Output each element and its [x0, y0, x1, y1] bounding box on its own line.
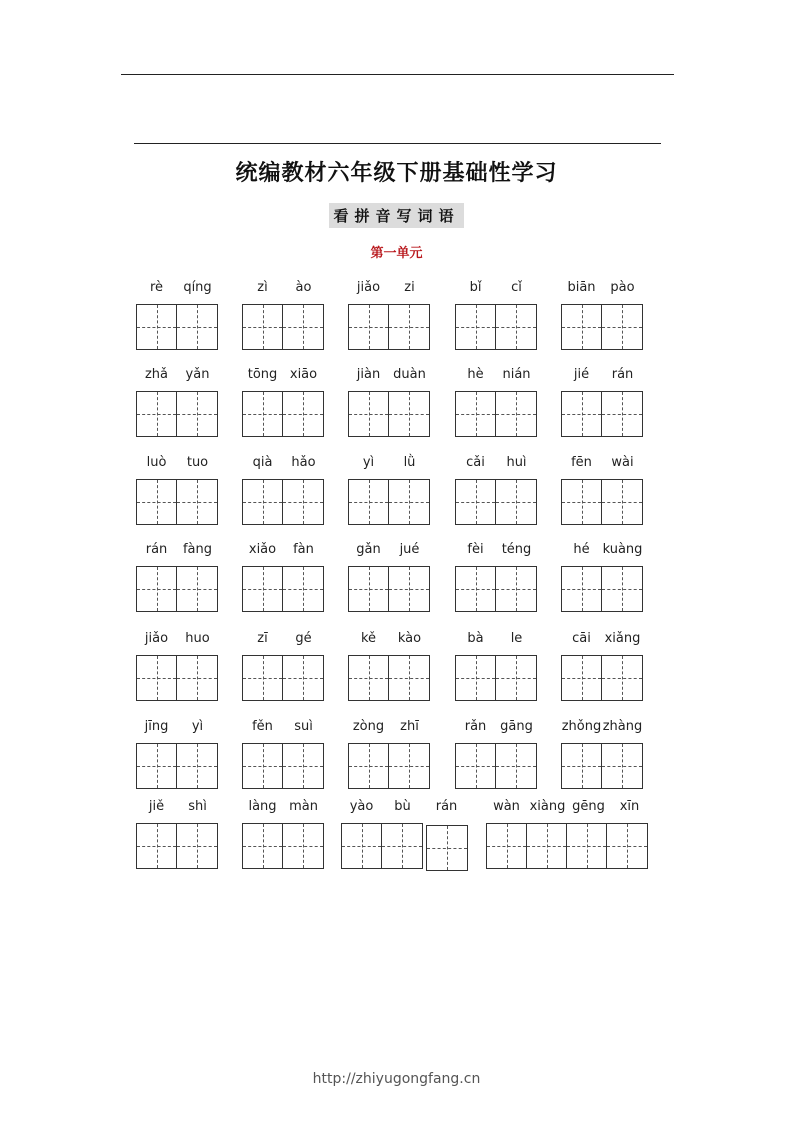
pinyin-line [242, 455, 324, 475]
tian-zi-ge-boxes[interactable] [242, 743, 324, 789]
pinyin-line [136, 799, 218, 819]
writing-cell[interactable] [137, 392, 177, 436]
pinyin-line [455, 280, 537, 300]
pinyin-syllable: fèi [467, 542, 484, 557]
pinyin-syllable: làng [248, 799, 277, 814]
writing-cell[interactable] [602, 744, 642, 788]
pinyin-syllable: jiě [148, 799, 165, 814]
pinyin-syllable: zhǒng [561, 719, 602, 734]
pinyin-syllable: fēn [571, 455, 592, 470]
writing-cell[interactable] [283, 744, 323, 788]
pinyin-syllable: le [510, 631, 523, 646]
writing-cell[interactable] [456, 392, 496, 436]
writing-cell[interactable] [283, 656, 323, 700]
writing-cell[interactable] [427, 826, 467, 870]
pinyin-syllable: wàn [493, 799, 520, 814]
tian-zi-ge-boxes[interactable] [348, 479, 430, 525]
tian-zi-ge-boxes[interactable] [242, 566, 324, 612]
writing-cell[interactable] [349, 567, 389, 611]
writing-cell[interactable] [349, 305, 389, 349]
pinyin-syllable: wài [611, 455, 634, 470]
writing-cell[interactable] [389, 656, 429, 700]
writing-cell[interactable] [602, 305, 642, 349]
pinyin-syllable: màn [289, 799, 318, 814]
tian-zi-ge-boxes[interactable] [455, 566, 537, 612]
writing-cell[interactable] [283, 480, 323, 524]
subtitle-wrap [0, 203, 793, 228]
pinyin-syllable: pào [610, 280, 635, 295]
tian-zi-ge-boxes[interactable] [348, 655, 430, 701]
tian-zi-ge-boxes[interactable] [242, 391, 324, 437]
writing-cell[interactable] [283, 824, 323, 868]
writing-cell[interactable] [349, 480, 389, 524]
writing-cell[interactable] [496, 392, 536, 436]
writing-cell[interactable] [487, 824, 527, 868]
tian-zi-ge-boxes[interactable] [426, 825, 468, 871]
pinyin-line [561, 631, 643, 651]
tian-zi-ge-boxes[interactable] [136, 823, 218, 869]
writing-cell[interactable] [456, 656, 496, 700]
pinyin-line [136, 367, 218, 387]
pinyin-syllable: cāi [572, 631, 591, 646]
pinyin-line [242, 280, 324, 300]
pinyin-line [242, 631, 324, 651]
tian-zi-ge-boxes[interactable] [242, 823, 324, 869]
pinyin-syllable: kào [397, 631, 422, 646]
pinyin-syllable: gé [295, 631, 312, 646]
writing-cell[interactable] [389, 305, 429, 349]
pinyin-line [136, 280, 218, 300]
pinyin-line [348, 631, 430, 651]
writing-cell[interactable] [496, 480, 536, 524]
pinyin-line [561, 542, 643, 562]
pinyin-line [348, 719, 430, 739]
pinyin-syllable: zhī [400, 719, 419, 734]
writing-cell[interactable] [137, 567, 177, 611]
tian-zi-ge-boxes[interactable] [242, 304, 324, 350]
writing-cell[interactable] [177, 567, 217, 611]
pinyin-syllable: fěn [252, 719, 273, 734]
writing-cell[interactable] [602, 656, 642, 700]
pinyin-line [455, 719, 537, 739]
pinyin-syllable: zhàng [602, 719, 643, 734]
writing-cell[interactable] [137, 305, 177, 349]
tian-zi-ge-boxes[interactable] [455, 391, 537, 437]
writing-cell[interactable] [243, 305, 283, 349]
tian-zi-ge-boxes[interactable] [136, 479, 218, 525]
writing-cell[interactable] [389, 480, 429, 524]
pinyin-syllable: zì [257, 280, 268, 295]
pinyin-syllable: shì [188, 799, 207, 814]
writing-cell[interactable] [602, 480, 642, 524]
writing-cell[interactable] [562, 656, 602, 700]
pinyin-syllable: bǐ [469, 280, 482, 295]
pinyin-syllable: rán [145, 542, 168, 557]
pinyin-line [486, 799, 650, 819]
pinyin-line [561, 455, 643, 475]
writing-cell[interactable] [177, 824, 217, 868]
pinyin-syllable: huo [185, 631, 210, 646]
pinyin-syllable: gēng [572, 799, 605, 814]
writing-cell[interactable] [137, 824, 177, 868]
pinyin-line [561, 367, 643, 387]
tian-zi-ge-boxes[interactable] [455, 479, 537, 525]
writing-cell[interactable] [562, 480, 602, 524]
writing-cell[interactable] [177, 392, 217, 436]
tian-zi-ge-boxes[interactable] [561, 566, 643, 612]
pinyin-syllable: jué [399, 542, 420, 557]
writing-cell[interactable] [562, 305, 602, 349]
pinyin-line [136, 719, 218, 739]
pinyin-syllable: gāng [500, 719, 533, 734]
pinyin-syllable: jiàn [356, 367, 381, 382]
pinyin-syllable: luò [146, 455, 167, 470]
writing-cell[interactable] [243, 656, 283, 700]
writing-cell[interactable] [342, 824, 382, 868]
tian-zi-ge-boxes[interactable] [348, 391, 430, 437]
writing-cell[interactable] [389, 392, 429, 436]
writing-cell[interactable] [283, 305, 323, 349]
footer-url: http://zhiyugongfang.cn [312, 1071, 481, 1087]
pinyin-line [561, 719, 643, 739]
writing-cell[interactable] [607, 824, 647, 868]
pinyin-syllable: hǎo [291, 455, 316, 470]
pinyin-line [455, 455, 537, 475]
pinyin-syllable: rè [149, 280, 164, 295]
writing-cell[interactable] [602, 567, 642, 611]
pinyin-syllable: xiǎo [248, 542, 277, 557]
writing-cell[interactable] [137, 656, 177, 700]
pinyin-line [341, 799, 423, 819]
pinyin-syllable: duàn [393, 367, 426, 382]
pinyin-syllable: xīn [619, 799, 640, 814]
pinyin-line [455, 367, 537, 387]
pinyin-syllable: rán [435, 799, 458, 814]
pinyin-syllable: zhǎ [144, 367, 169, 382]
pinyin-syllable: suì [294, 719, 313, 734]
pinyin-syllable: yì [362, 455, 375, 470]
pinyin-syllable: cǐ [511, 280, 522, 295]
tian-zi-ge-boxes[interactable] [136, 304, 218, 350]
tian-zi-ge-boxes[interactable] [348, 304, 430, 350]
writing-cell[interactable] [349, 744, 389, 788]
pinyin-syllable: zi [404, 280, 415, 295]
pinyin-syllable: bà [467, 631, 484, 646]
writing-cell[interactable] [283, 392, 323, 436]
top-rule [121, 74, 674, 75]
writing-cell[interactable] [349, 392, 389, 436]
writing-cell[interactable] [456, 305, 496, 349]
pinyin-line [561, 280, 643, 300]
writing-cell[interactable] [527, 824, 567, 868]
section-heading: 看拼音写词语 [329, 203, 463, 228]
tian-zi-ge-boxes[interactable] [242, 655, 324, 701]
writing-cell[interactable] [243, 392, 283, 436]
pinyin-syllable: cǎi [466, 455, 485, 470]
writing-cell[interactable] [562, 744, 602, 788]
writing-cell[interactable] [602, 392, 642, 436]
pinyin-line [136, 631, 218, 651]
pinyin-syllable: kuàng [602, 542, 643, 557]
tian-zi-ge-boxes[interactable] [136, 743, 218, 789]
writing-cell[interactable] [562, 567, 602, 611]
pinyin-syllable: hé [573, 542, 590, 557]
pinyin-syllable: kě [360, 631, 377, 646]
tian-zi-ge-boxes[interactable] [455, 655, 537, 701]
writing-cell[interactable] [456, 480, 496, 524]
pinyin-line [242, 542, 324, 562]
title-rule [134, 143, 661, 144]
pinyin-syllable: yì [191, 719, 204, 734]
writing-cell[interactable] [496, 567, 536, 611]
tian-zi-ge-boxes[interactable] [242, 479, 324, 525]
page-title: 统编教材六年级下册基础性学习 [235, 161, 558, 186]
tian-zi-ge-boxes[interactable] [136, 391, 218, 437]
writing-cell[interactable] [496, 305, 536, 349]
pinyin-syllable: xiǎng [604, 631, 641, 646]
pinyin-line [136, 542, 218, 562]
pinyin-line [348, 280, 430, 300]
pinyin-syllable: jié [573, 367, 590, 382]
writing-cell[interactable] [496, 656, 536, 700]
pinyin-syllable: lǜ [403, 455, 416, 470]
pinyin-syllable: yào [349, 799, 374, 814]
tian-zi-ge-boxes[interactable] [561, 304, 643, 350]
pinyin-line [242, 367, 324, 387]
pinyin-line [426, 799, 467, 819]
pinyin-syllable: zī [257, 631, 268, 646]
pinyin-line [348, 542, 430, 562]
pinyin-syllable: jīng [144, 719, 169, 734]
writing-cell[interactable] [567, 824, 607, 868]
tian-zi-ge-boxes[interactable] [561, 743, 643, 789]
tian-zi-ge-boxes[interactable] [486, 823, 648, 869]
writing-cell[interactable] [283, 567, 323, 611]
pinyin-syllable: ào [295, 280, 312, 295]
pinyin-syllable: xiāo [289, 367, 318, 382]
tian-zi-ge-boxes[interactable] [561, 391, 643, 437]
pinyin-syllable: jiǎo [356, 280, 381, 295]
tian-zi-ge-boxes[interactable] [455, 304, 537, 350]
writing-cell[interactable] [349, 656, 389, 700]
pinyin-syllable: zòng [352, 719, 385, 734]
pinyin-syllable: nián [502, 367, 531, 382]
pinyin-syllable: xiàng [529, 799, 566, 814]
pinyin-syllable: fàng [182, 542, 213, 557]
pinyin-syllable: hè [467, 367, 484, 382]
tian-zi-ge-boxes[interactable] [455, 743, 537, 789]
pinyin-syllable: bù [394, 799, 411, 814]
writing-cell[interactable] [177, 744, 217, 788]
pinyin-syllable: qià [252, 455, 273, 470]
pinyin-syllable: tuo [186, 455, 209, 470]
writing-cell[interactable] [137, 744, 177, 788]
pinyin-line [348, 367, 430, 387]
tian-zi-ge-boxes[interactable] [136, 655, 218, 701]
tian-zi-ge-boxes[interactable] [561, 655, 643, 701]
tian-zi-ge-boxes[interactable] [341, 823, 423, 869]
writing-cell[interactable] [243, 824, 283, 868]
pinyin-syllable: rǎn [464, 719, 487, 734]
pinyin-syllable: biān [567, 280, 596, 295]
writing-cell[interactable] [243, 744, 283, 788]
pinyin-line [136, 455, 218, 475]
writing-cell[interactable] [389, 744, 429, 788]
writing-cell[interactable] [243, 480, 283, 524]
writing-cell[interactable] [562, 392, 602, 436]
pinyin-syllable: huì [506, 455, 527, 470]
writing-cell[interactable] [177, 656, 217, 700]
pinyin-syllable: yǎn [185, 367, 210, 382]
unit-label: 第一单元 [370, 246, 423, 261]
pinyin-syllable: tōng [247, 367, 278, 382]
pinyin-line [348, 455, 430, 475]
writing-cell[interactable] [389, 567, 429, 611]
writing-cell[interactable] [137, 480, 177, 524]
pinyin-syllable: rán [611, 367, 634, 382]
pinyin-line [242, 799, 324, 819]
tian-zi-ge-boxes[interactable] [561, 479, 643, 525]
writing-cell[interactable] [243, 567, 283, 611]
pinyin-line [455, 542, 537, 562]
pinyin-syllable: fàn [293, 542, 314, 557]
writing-cell[interactable] [456, 567, 496, 611]
pinyin-line [455, 631, 537, 651]
pinyin-syllable: téng [501, 542, 532, 557]
writing-cell[interactable] [177, 305, 217, 349]
pinyin-syllable: jiǎo [144, 631, 169, 646]
writing-cell[interactable] [382, 824, 422, 868]
writing-cell[interactable] [496, 744, 536, 788]
tian-zi-ge-boxes[interactable] [136, 566, 218, 612]
pinyin-syllable: qíng [183, 280, 212, 295]
tian-zi-ge-boxes[interactable] [348, 566, 430, 612]
writing-cell[interactable] [177, 480, 217, 524]
pinyin-line [242, 719, 324, 739]
writing-cell[interactable] [456, 744, 496, 788]
pinyin-syllable: gǎn [356, 542, 381, 557]
tian-zi-ge-boxes[interactable] [348, 743, 430, 789]
